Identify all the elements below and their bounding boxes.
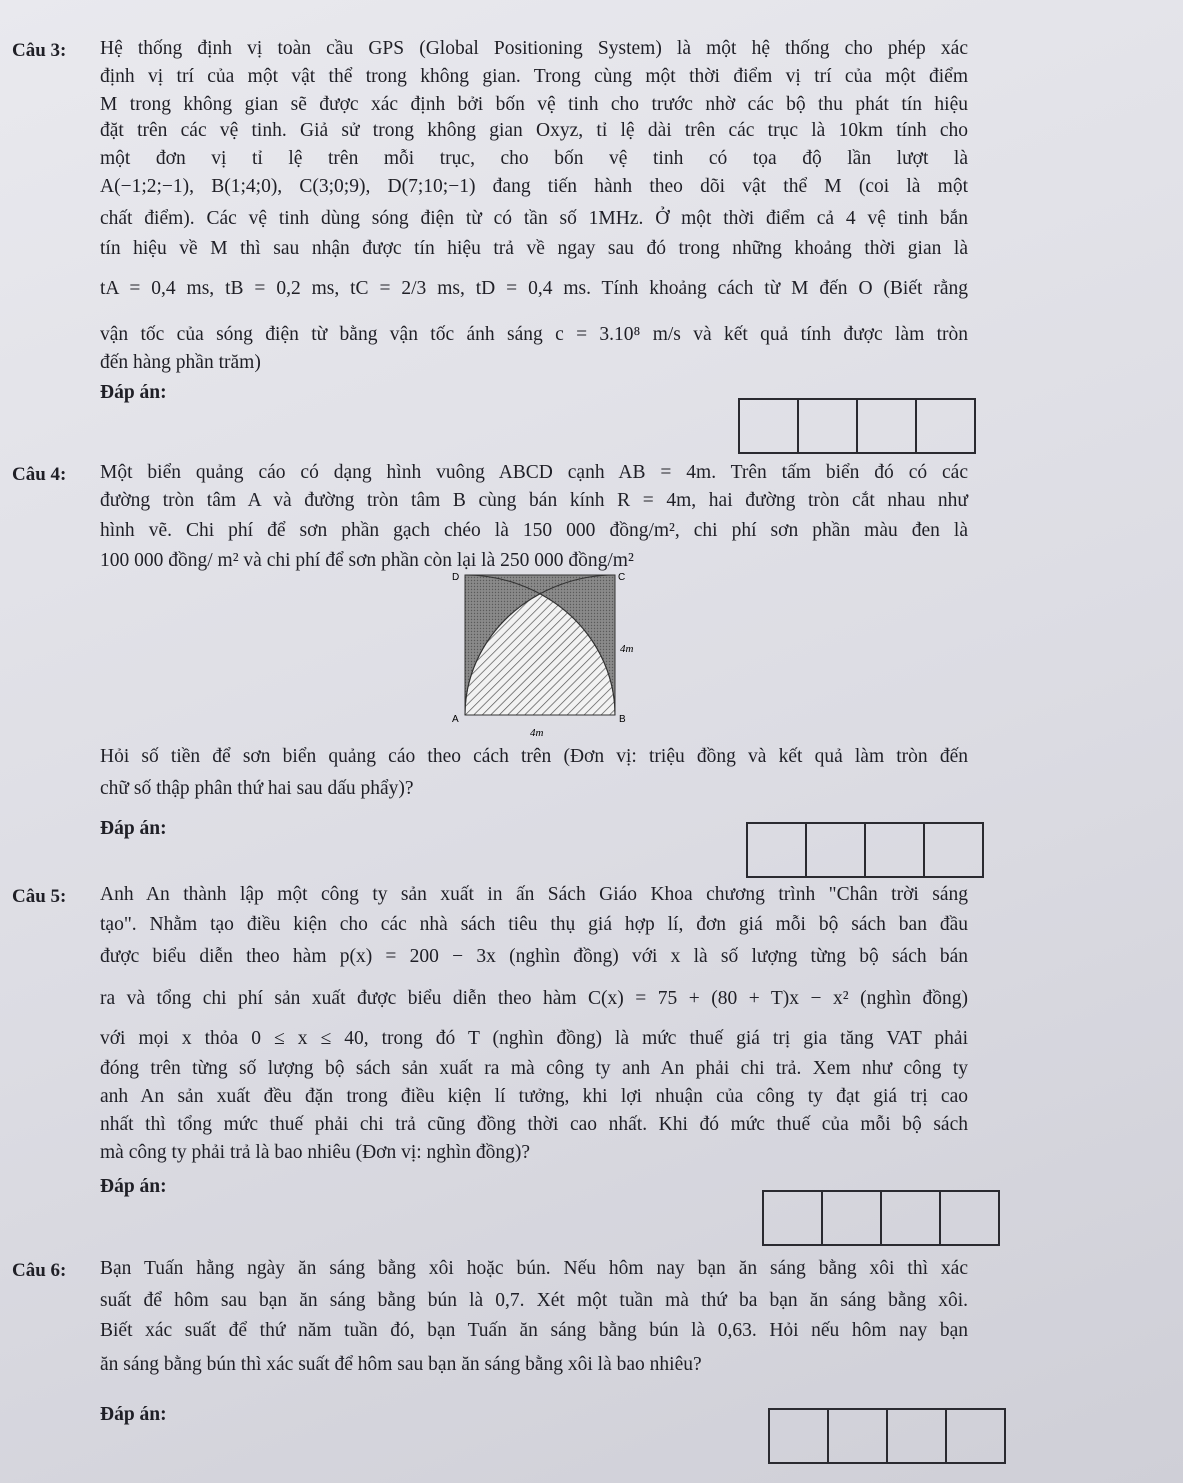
q3-answer-boxes[interactable] [738, 398, 976, 454]
q6-line-3: Biết xác suất để thứ năm tuần đó, bạn Tuấn ăn sáng bằng bún là 0,63. Hỏi nếu hôm nay bạn [100, 1320, 968, 1341]
label-c: C [618, 572, 626, 583]
q5-answer-label: Đáp án: [100, 1176, 167, 1197]
q4-line-2: đường tròn tâm A và đường tròn tâm B cùng bán kính R = 4m, hai đường tròn cắt nhau như [100, 490, 968, 511]
q4-answer-box-2[interactable] [807, 824, 866, 876]
q6-answer-label: Đáp án: [100, 1404, 167, 1425]
q3-answer-box-1[interactable] [740, 400, 799, 452]
q3-line-5: một đơn vị tỉ lệ trên mỗi trục, cho bốn vệ tinh có tọa độ lần lượt là [100, 148, 968, 169]
q6-line-1: Bạn Tuấn hằng ngày ăn sáng bằng xôi hoặc bún. Nếu hôm nay bạn ăn sáng bằng xôi thì xác [100, 1258, 968, 1279]
q3-answer-box-4[interactable] [917, 400, 974, 452]
q5-line-2: tạo". Nhằm tạo điều kiện cho các nhà sách tiêu thụ giá hợp lí, đơn giá mỗi bộ sách ban đầu [100, 914, 968, 935]
q6-line-2: suất để hôm sau bạn ăn sáng bằng bún là 0,7. Xét một tuần mà thứ ba bạn ăn sáng bằng xôi. [100, 1290, 968, 1311]
q6-answer-box-3[interactable] [888, 1410, 947, 1462]
q5-answer-box-4[interactable] [941, 1192, 998, 1244]
label-a: A [452, 714, 459, 725]
q4-answer-boxes[interactable] [746, 822, 984, 878]
billboard-figure [440, 570, 670, 740]
q3-line-9: tA = 0,4 ms, tB = 0,2 ms, tC = 2/3 ms, tD = 0,4 ms. Tính khoảng cách từ M đến O (Biết rằng [100, 278, 968, 299]
q5-line-1: Anh An thành lập một công ty sản xuất in ấn Sách Giáo Khoa chương trình "Chân trời sáng [100, 884, 968, 905]
q3-line-6: A(−1;2;−1), B(1;4;0), C(3;0;9), D(7;10;−1) đang tiến hành theo dõi vật thể M (coi là một [100, 176, 968, 197]
q5-answer-box-3[interactable] [882, 1192, 941, 1244]
question-3-label: Câu 3: [12, 40, 67, 61]
q5-answer-boxes[interactable] [762, 1190, 1000, 1246]
question-6-label: Câu 6: [12, 1260, 67, 1281]
label-side-right: 4m [620, 643, 634, 655]
q5-line-3: được biểu diễn theo hàm p(x) = 200 − 3x (nghìn đồng) với x là số lượng từng bộ sách bán [100, 946, 968, 967]
question-4-label: Câu 4: [12, 464, 67, 485]
q5-line-5: với mọi x thỏa 0 ≤ x ≤ 40, trong đó T (nghìn đồng) là mức thuế giá trị gia tăng VAT phải [100, 1028, 968, 1049]
label-b: B [619, 714, 626, 725]
q4-line-6: chữ số thập phân thứ hai sau dấu phẩy)? [100, 778, 414, 799]
label-d: D [452, 572, 460, 583]
q4-answer-box-3[interactable] [866, 824, 925, 876]
q3-line-10: vận tốc của sóng điện từ bằng vận tốc ánh sáng c = 3.10⁸ m/s và kết quả tính được làm tròn [100, 324, 968, 345]
q6-answer-box-1[interactable] [770, 1410, 829, 1462]
q5-line-8: nhất thì tổng mức thuế phải chi trả cũng đồng thời cao nhất. Khi đó mức thuế của mỗi bộ sách [100, 1114, 968, 1135]
q4-answer-box-1[interactable] [748, 824, 807, 876]
q5-line-7: anh An sản xuất đều đặn trong điều kiện lí tưởng, khi lợi nhuận của công ty đạt giá trị cao [100, 1086, 968, 1107]
label-side-bottom: 4m [530, 727, 544, 739]
q5-line-4: ra và tổng chi phí sản xuất được biểu diễn theo hàm C(x) = 75 + (80 + T)x − x² (nghìn đồng) [100, 988, 968, 1009]
q5-line-6: đóng trên từng số lượng bộ sách sản xuất ra mà công ty anh An phải chi trả. Xem như công ty [100, 1058, 968, 1079]
q3-answer-label: Đáp án: [100, 382, 167, 403]
q3-line-11: đến hàng phần trăm) [100, 352, 261, 373]
q6-answer-box-4[interactable] [947, 1410, 1004, 1462]
q4-line-5: Hỏi số tiền để sơn biển quảng cáo theo cách trên (Đơn vị: triệu đồng và kết quả làm tròn đến [100, 746, 968, 767]
q3-line-8: tín hiệu về M thì sau nhận được tín hiệu trả về ngay sau đó trong những khoảng thời gian là [100, 238, 968, 259]
q6-line-4: ăn sáng bằng bún thì xác suất để hôm sau bạn ăn sáng bằng xôi là bao nhiêu? [100, 1354, 702, 1375]
q3-line-7: chất điểm). Các vệ tinh dùng sóng điện từ có tần số 1MHz. Ở một thời điểm cả 4 vệ tinh bắn [100, 208, 968, 229]
q3-line-3: M trong không gian sẽ được xác định bởi bốn vệ tinh cho trước nhờ các bộ thu phát tín hiệu [100, 94, 968, 115]
q5-answer-box-2[interactable] [823, 1192, 882, 1244]
q4-line-1: Một biển quảng cáo có dạng hình vuông ABCD cạnh AB = 4m. Trên tấm biển đó có các [100, 462, 968, 483]
q3-line-4: đặt trên các vệ tinh. Giả sử trong không gian Oxyz, tỉ lệ dài trên các trục là 10km tính cho [100, 120, 968, 141]
q3-answer-box-3[interactable] [858, 400, 917, 452]
q6-answer-box-2[interactable] [829, 1410, 888, 1462]
q4-line-4: 100 000 đồng/ m² và chi phí để sơn phần còn lại là 250 000 đồng/m² [100, 550, 634, 571]
q3-line-1: Hệ thống định vị toàn cầu GPS (Global Positioning System) là một hệ thống cho phép xác [100, 38, 968, 59]
q4-line-3: hình vẽ. Chi phí để sơn phần gạch chéo là 150 000 đồng/m², chi phí sơn phần màu đen là [100, 520, 968, 541]
q4-answer-box-4[interactable] [925, 824, 982, 876]
q5-answer-box-1[interactable] [764, 1192, 823, 1244]
q5-line-9: mà công ty phải trả là bao nhiêu (Đơn vị: nghìn đồng)? [100, 1142, 530, 1163]
q3-line-2: định vị trí của một vật thể trong không gian. Trong cùng một thời điểm vị trí của một điểm [100, 66, 968, 87]
q3-answer-box-2[interactable] [799, 400, 858, 452]
q4-answer-label: Đáp án: [100, 818, 167, 839]
question-5-label: Câu 5: [12, 886, 67, 907]
q6-answer-boxes[interactable] [768, 1408, 1006, 1464]
